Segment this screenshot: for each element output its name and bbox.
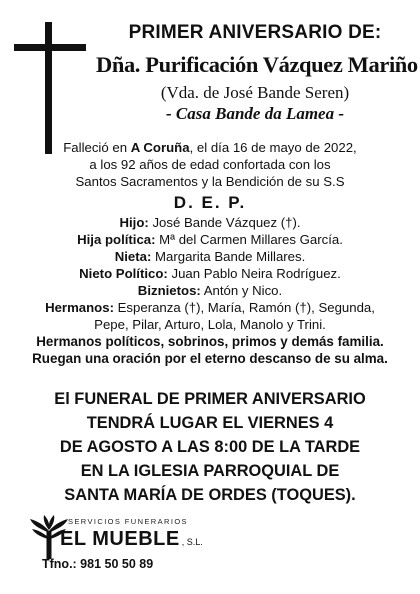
family-item: Hermanos: Esperanza (†), María, Ramón (†), Segunda, [45,300,375,315]
funeral-line: TENDRÁ LUGAR EL VIERNES 4 [86,414,334,432]
other-relatives: Hermanos políticos, sobrinos, primos y demás familia. [36,334,384,349]
family-item: Hija política: Mª del Carmen Millares García. [77,232,343,247]
obituary-body [0,139,420,367]
widow-of: (Vda. de José Bande Seren) [160,83,350,102]
dep-title: D. E. P. [173,193,247,212]
house-name: - Casa Bande da Lamea - [165,104,345,123]
funeral-line: EN LA IGLESIA PARROQUIAL DE [80,462,340,480]
cross-icon [14,22,86,154]
logo-tagline: SERVICIOS FUNERARIOS [68,517,188,526]
anniversary-title: PRIMER ANIVERSARIO DE: [128,22,382,43]
phone-number: Tfno.: 981 50 50 89 [42,557,154,571]
deceased-name: Dña. Purificación Vázquez Mariño [96,52,418,77]
death-line-3: Santos Sacramentos y la Bendición de su S.S [75,174,345,189]
family-item: Nieto Político: Juan Pablo Neira Rodríguez. [79,266,341,281]
funeral-home-logo [28,515,248,585]
obituary-header [96,22,418,124]
family-item: Nieta: Margarita Bande Millares. [114,249,306,264]
death-line-1: Falleció en A Coruña, el día 16 de mayo de 2022, [63,140,357,155]
family-list [0,214,420,333]
death-line-2: a los 92 años de edad confortada con los [89,157,331,172]
prayer-request: Ruegan una oración por el eterno descanso de su alma. [32,351,388,366]
family-item: Biznietos: Antón y Nico. [137,283,283,298]
funeral-announcement [0,387,420,507]
funeral-line: El FUNERAL DE PRIMER ANIVERSARIO [54,390,366,408]
funeral-line: DE AGOSTO A LAS 8:00 DE LA TARDE [59,438,361,456]
death-place: A Coruña [130,140,190,155]
family-item: Hijo: José Bande Vázquez (†). [119,215,301,230]
siblings-continued: Pepe, Pilar, Arturo, Lola, Manolo y Trini. [94,317,326,332]
logo-brand: EL MUEBLE , S.L. [60,528,203,550]
funeral-line: SANTA MARÍA DE ORDES (TOQUES). [64,486,356,504]
